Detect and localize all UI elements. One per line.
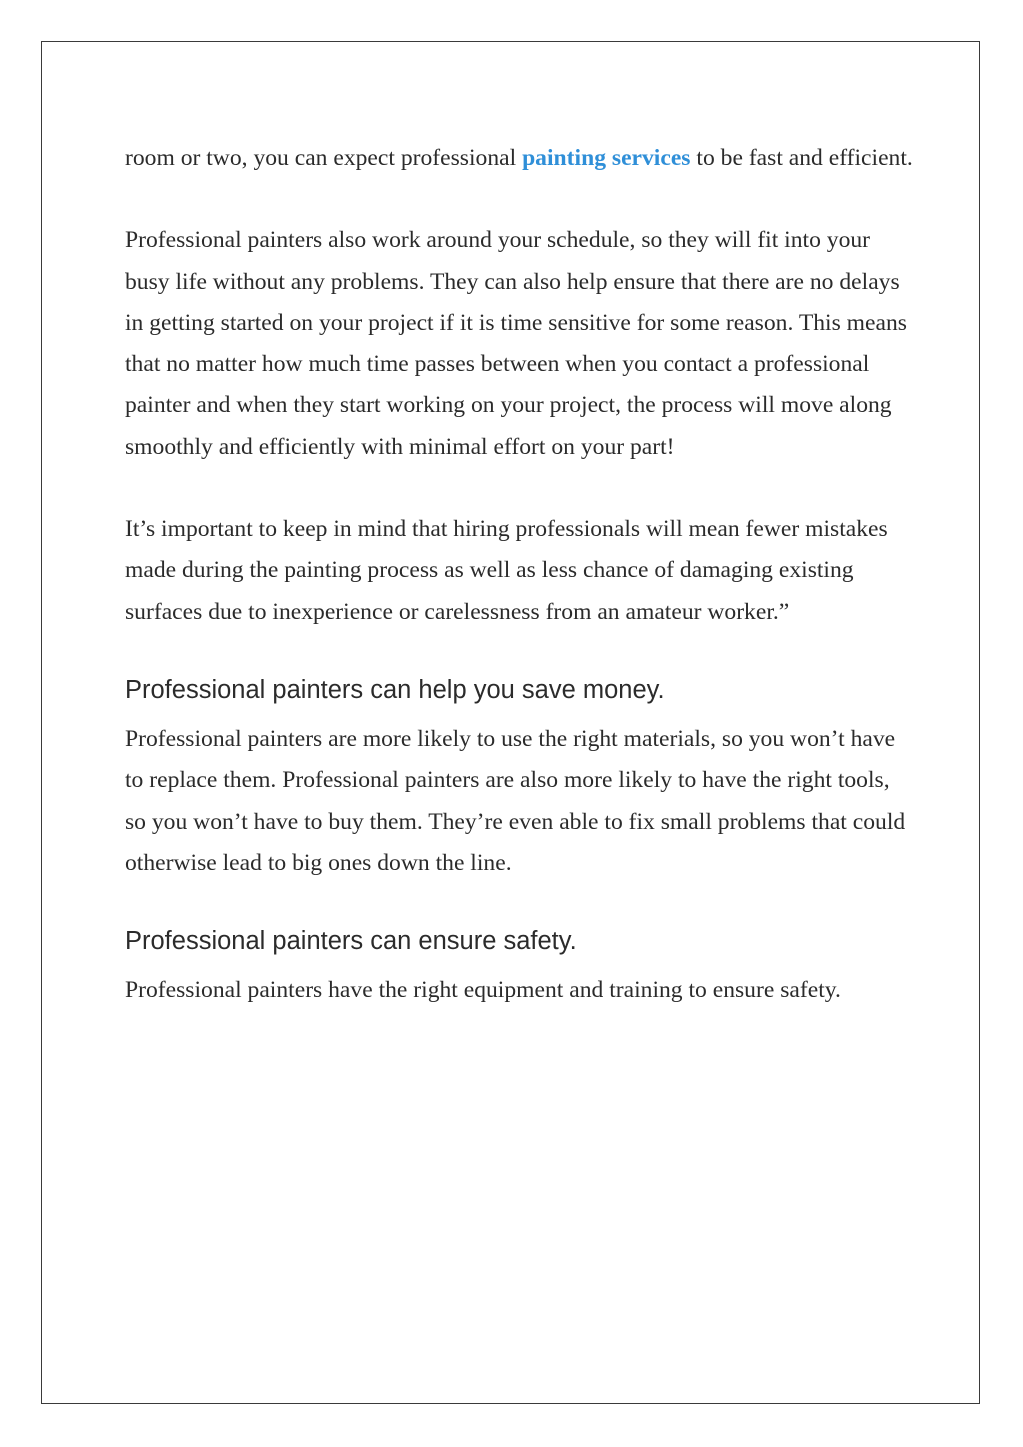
document-body xyxy=(125,138,915,1011)
heading-safety: Professional painters can ensure safety. xyxy=(125,927,577,956)
heading-save-money: Professional painters can help you save money. xyxy=(125,675,665,704)
paragraph-schedule: Professional painters also work around your schedule, so they will fit into your busy life without any problems. They can also help ensure that there are no delays in getting started on your project if it is time sensitive for some reason. This means that no matter how much time passes between when you contact a professional painter and when they start working on your project, the process will move along smoothly and efficiently with minimal effort on your part! xyxy=(125,227,907,460)
paragraph-safety: Professional painters have the right equipment and training to ensure safety. xyxy=(125,977,841,1004)
paragraph-save-money: Professional painters are more likely to use the right materials, so you won’t have to replace them. Professional painters are also more likely to have the right tools, so you won’t have to buy them. They’re even able to fix small problems that could otherwise lead to big ones down the line. xyxy=(125,725,906,876)
paragraph-intro-text: room or two, you can expect professional xyxy=(125,145,523,171)
paragraph-intro xyxy=(125,138,915,179)
page-frame xyxy=(41,41,980,1404)
paragraph-intro-text-end: to be fast and efficient. xyxy=(690,145,913,171)
painting-services-link[interactable]: painting services xyxy=(522,145,691,171)
paragraph-fewer-mistakes: It’s important to keep in mind that hiring professionals will mean fewer mistakes made during the painting process as well as less chance of damaging existing surfaces due to inexperience or carelessness from an amateur worker.” xyxy=(125,516,888,625)
